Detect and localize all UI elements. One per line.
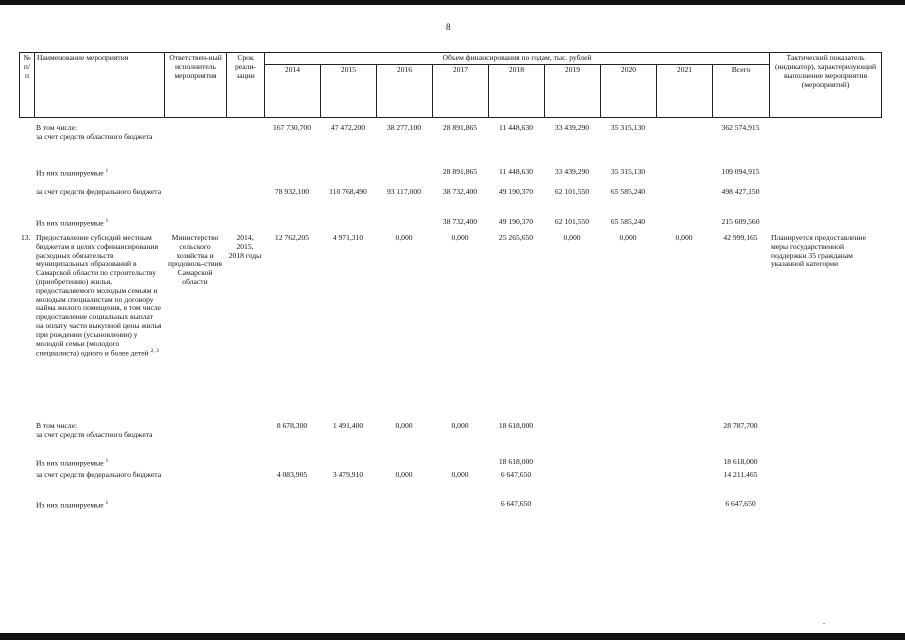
row-value: 18 618,000 — [498, 421, 534, 430]
scan-top-border — [0, 0, 905, 5]
row-value: 11 448,630 — [499, 123, 533, 132]
row-value — [656, 218, 712, 234]
row-number: 13. — [21, 233, 31, 242]
header-executor: Ответствен-ный исполнитель мероприятия — [165, 53, 227, 118]
row-value — [656, 471, 712, 500]
row-term — [226, 124, 264, 168]
row-value — [376, 168, 432, 188]
row-value: 18 618,000 — [498, 457, 534, 466]
footnote-mark: 1 — [105, 168, 109, 174]
row-indicator — [769, 124, 881, 168]
row-value — [544, 422, 600, 458]
row-value: 0,000 — [395, 421, 413, 430]
row-total: 109 094,915 — [721, 167, 760, 176]
row-value: 35 315,130 — [610, 167, 646, 176]
footnote-mark: 1 — [105, 218, 109, 224]
row-term — [226, 188, 264, 218]
scan-dot: . — [823, 617, 825, 626]
page-number: 8 — [446, 22, 451, 32]
row-executor — [164, 168, 226, 188]
row-value — [544, 458, 600, 471]
row-value: 0,000 — [675, 233, 693, 242]
row-name: Из них планируемые — [36, 168, 104, 178]
header-total: Всего — [713, 65, 770, 118]
footnote-mark: 1 — [105, 500, 109, 506]
header-year: 2019 — [545, 65, 601, 118]
row-value: 47 472,200 — [330, 123, 366, 132]
row-value: 6 647,650 — [500, 499, 532, 508]
header-year: 2018 — [489, 65, 545, 118]
row-value: 33 439,290 — [554, 167, 590, 176]
row-executor — [164, 422, 226, 458]
row-value — [320, 218, 376, 234]
row-value: 11 448,630 — [499, 167, 533, 176]
row-value: 38 732,400 — [442, 217, 478, 226]
row-value: 62 101,550 — [554, 187, 590, 196]
row-number — [19, 188, 34, 218]
header-term: Срок реали-зации — [227, 53, 265, 118]
header-no: № п/п — [20, 53, 35, 118]
row-value — [544, 500, 600, 520]
row-name-cell — [34, 188, 164, 218]
row-number — [19, 471, 34, 500]
row-value — [656, 458, 712, 471]
row-value: 110 768,490 — [329, 187, 367, 196]
row-indicator — [769, 500, 881, 520]
row-value: 0,000 — [619, 233, 637, 242]
row-name-cell — [34, 422, 164, 458]
header-name: Наименование мероприятия — [35, 53, 165, 118]
row-name-cell — [34, 168, 164, 188]
row-number — [19, 124, 34, 168]
row-total: 18 618,000 — [723, 457, 758, 466]
row-value: 1 491,400 — [332, 421, 364, 430]
row-value: 28 891,865 — [442, 167, 478, 176]
row-value — [600, 458, 656, 471]
row-value: 167 730,700 — [273, 123, 311, 132]
row-total: 215 609,560 — [721, 217, 760, 226]
row-indicator — [769, 168, 881, 188]
row-value: 8 678,300 — [276, 421, 308, 430]
row-value: 0,000 — [563, 233, 581, 242]
row-name-cell — [34, 234, 164, 422]
row-value — [320, 500, 376, 520]
row-executor — [164, 218, 226, 234]
row-value: 49 190,370 — [498, 217, 534, 226]
row-value: 3 479,910 — [332, 470, 364, 479]
row-total: 498 427,150 — [721, 187, 760, 196]
row-value: 6 647,650 — [500, 470, 532, 479]
header-year: 2021 — [657, 65, 713, 118]
row-name: Из них планируемые — [36, 218, 104, 228]
row-executor: Министерство сельского хозяйства и продоволь-ствия Самарской области — [168, 233, 222, 286]
table-body — [19, 124, 881, 520]
row-executor — [164, 471, 226, 500]
row-value — [656, 188, 712, 218]
row-indicator — [769, 188, 881, 218]
row-value: 49 190,370 — [498, 187, 534, 196]
row-name-cell — [34, 471, 164, 500]
row-name: Из них планируемые — [36, 458, 104, 468]
row-value: 12 762,205 — [274, 233, 310, 242]
row-value — [264, 218, 320, 234]
row-term — [226, 458, 264, 471]
header-year: 2014 — [265, 65, 321, 118]
row-value — [656, 124, 712, 168]
table-row — [19, 234, 881, 422]
row-total: 6 647,650 — [725, 499, 756, 508]
row-value — [600, 471, 656, 500]
header-funding: Объем финансирования по годам, тыс. рублей — [265, 53, 770, 65]
footnote-mark: 2, 3 — [150, 348, 159, 355]
row-name: Предоставление субсидий местным бюджетам в целях софинансирования расходных обязательств муниципальных образований в Самарской области по строительству (приобретению) жилья, предоставляемого молодым семьям и молодым специалистам по договору найма жилого помещения, в том числе предоставление социальных выплат на оплату части выкупной цены жилья при рождении (усыновлении) у молодой семьи (молодого специалиста) одного и более детей — [36, 233, 162, 358]
row-indicator — [769, 458, 881, 471]
row-value: 93 117,000 — [387, 187, 421, 196]
row-executor — [164, 500, 226, 520]
table-row — [19, 500, 881, 520]
row-term — [226, 422, 264, 458]
row-name-cell — [34, 500, 164, 520]
header-year: 2015 — [321, 65, 377, 118]
row-indicator — [769, 422, 881, 458]
row-value: 4 083,905 — [276, 470, 308, 479]
row-value: 38 732,400 — [442, 187, 478, 196]
row-name: В том числе: за счет средств областного бюджета — [36, 421, 153, 439]
row-executor — [164, 458, 226, 471]
row-value — [264, 500, 320, 520]
row-number — [19, 168, 34, 188]
row-value: 0,000 — [395, 233, 413, 242]
row-total: 28 787,700 — [723, 421, 758, 430]
row-total: 42 999,165 — [723, 233, 758, 242]
table-row — [19, 422, 881, 458]
header-indicator: Тактический показатель (индикатор), характеризующий выполнение мероприятия (мероприятий) — [770, 53, 882, 118]
row-value — [376, 218, 432, 234]
row-executor — [164, 124, 226, 168]
row-value: 0,000 — [451, 233, 469, 242]
row-indicator — [769, 218, 881, 234]
row-indicator — [769, 471, 881, 500]
scan-bottom-border — [0, 633, 905, 640]
row-value: 35 315,130 — [610, 123, 646, 132]
row-value: 0,000 — [451, 470, 469, 479]
row-number — [19, 218, 34, 234]
row-term: 2014, 2015, 2018 годы — [228, 233, 262, 260]
row-term — [226, 168, 264, 188]
footnote-mark: 1 — [105, 458, 109, 464]
row-executor — [164, 188, 226, 218]
row-value: 25 265,650 — [498, 233, 534, 242]
row-name-cell — [34, 124, 164, 168]
row-value: 62 101,550 — [554, 217, 590, 226]
row-name: В том числе: за счет средств областного бюджета — [36, 123, 153, 141]
row-value: 4 971,310 — [332, 233, 364, 242]
header-year: 2017 — [433, 65, 489, 118]
row-total: 362 574,915 — [721, 123, 760, 132]
header-year: 2020 — [601, 65, 657, 118]
row-total: 14 211,465 — [723, 470, 758, 479]
row-term — [226, 471, 264, 500]
row-value — [656, 500, 712, 520]
row-value: 0,000 — [451, 421, 469, 430]
row-value: 28 891,865 — [442, 123, 478, 132]
row-term — [226, 500, 264, 520]
row-name: за счет средств федерального бюджета — [36, 187, 162, 196]
row-value: 0,000 — [395, 470, 413, 479]
header-year: 2016 — [377, 65, 433, 118]
row-value: 33 439,290 — [554, 123, 590, 132]
row-number — [19, 500, 34, 520]
table-row — [19, 218, 881, 234]
row-value — [600, 500, 656, 520]
row-value: 78 932,100 — [274, 187, 310, 196]
row-value — [376, 500, 432, 520]
row-value — [320, 168, 376, 188]
table-header — [19, 52, 882, 118]
table-row — [19, 471, 881, 500]
row-value: 38 277,100 — [386, 123, 422, 132]
row-value — [432, 500, 488, 520]
table-row — [19, 124, 881, 168]
row-value — [544, 471, 600, 500]
row-name-cell — [34, 218, 164, 234]
row-value — [656, 422, 712, 458]
row-name: Из них планируемые — [36, 500, 104, 510]
row-number — [19, 458, 34, 471]
table-row — [19, 168, 881, 188]
row-value — [656, 168, 712, 188]
row-name: за счет средств федерального бюджета — [36, 470, 162, 479]
row-value: 65 585,240 — [610, 217, 646, 226]
row-value: 65 585,240 — [610, 187, 646, 196]
row-value — [600, 422, 656, 458]
row-number — [19, 422, 34, 458]
row-indicator: Планируется предоставление меры государственной поддержки 35 гражданам указанной категории — [771, 233, 866, 269]
row-term — [226, 218, 264, 234]
row-value — [264, 168, 320, 188]
table-row — [19, 188, 881, 218]
